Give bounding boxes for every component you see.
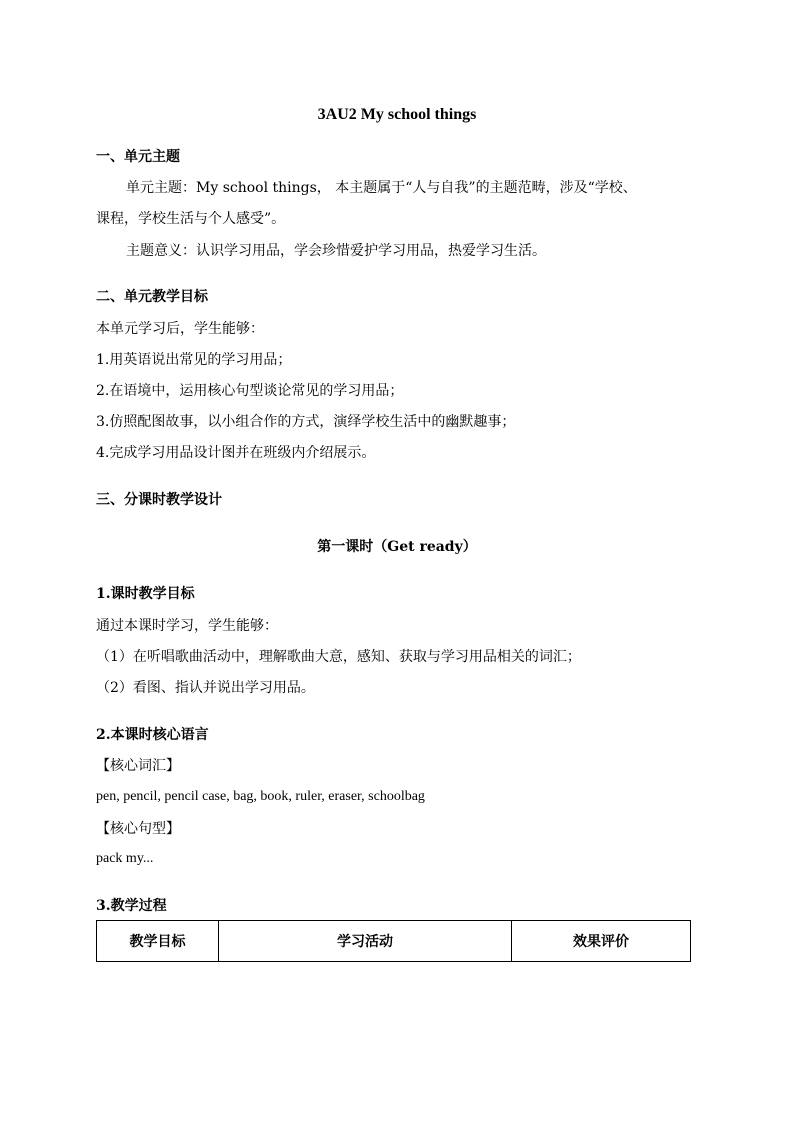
paragraph-line: 主题意义：认识学习用品，学会珍惜爱护学习用品，热爱学习生活。 [126,243,546,259]
paragraph-line: 通过本课时学习，学生能够： [96,618,278,634]
list-item: 2.在语境中，运用核心句型谈论常见的学习用品； [96,383,404,399]
section-heading-3: 三、分课时教学设计 [96,492,222,508]
list-item: 4.完成学习用品设计图并在班级内介绍展示。 [96,445,376,461]
subsection-heading-1: 1.课时教学目标 [96,586,195,602]
vocab-label: 【核心词汇】 [96,758,180,774]
section-heading-1: 一、单元主题 [96,149,180,165]
list-item: 3.仿照配图故事，以小组合作的方式，演绎学校生活中的幽默趣事； [96,414,516,430]
pattern-text: pack my... [96,851,154,866]
subsection-heading-2: 2.本课时核心语言 [96,727,209,743]
teaching-process-table [96,920,691,962]
pattern-label: 【核心句型】 [96,821,180,837]
paragraph-line: 单元主题：My school things， 本主题属于“人与自我”的主题范畴，涉及“学校、 [126,180,637,196]
subsection-heading-3: 3.教学过程 [96,898,167,914]
list-item: （1）在听唱歌曲活动中，理解歌曲大意，感知、获取与学习用品相关的词汇； [96,649,581,665]
document-title: 3AU2 My school things [317,106,477,123]
section-heading-2: 二、单元教学目标 [96,289,208,305]
table-header-cell: 效果评价 [512,921,691,962]
paragraph-line: 本单元学习后，学生能够： [96,321,264,337]
vocab-text: pen, pencil, pencil case, bag, book, ruler, eraser, schoolbag [96,789,425,804]
list-item: 1.用英语说出常见的学习用品； [96,352,292,368]
table-header-row [97,921,691,962]
list-item: （2）看图、指认并说出学习用品。 [96,680,315,696]
paragraph-line: 课程，学校生活与个人感受”。 [96,211,286,227]
lesson-title: 第一课时（Get ready） [317,539,477,555]
table-header-cell: 教学目标 [97,921,219,962]
table-header-cell: 学习活动 [219,921,512,962]
